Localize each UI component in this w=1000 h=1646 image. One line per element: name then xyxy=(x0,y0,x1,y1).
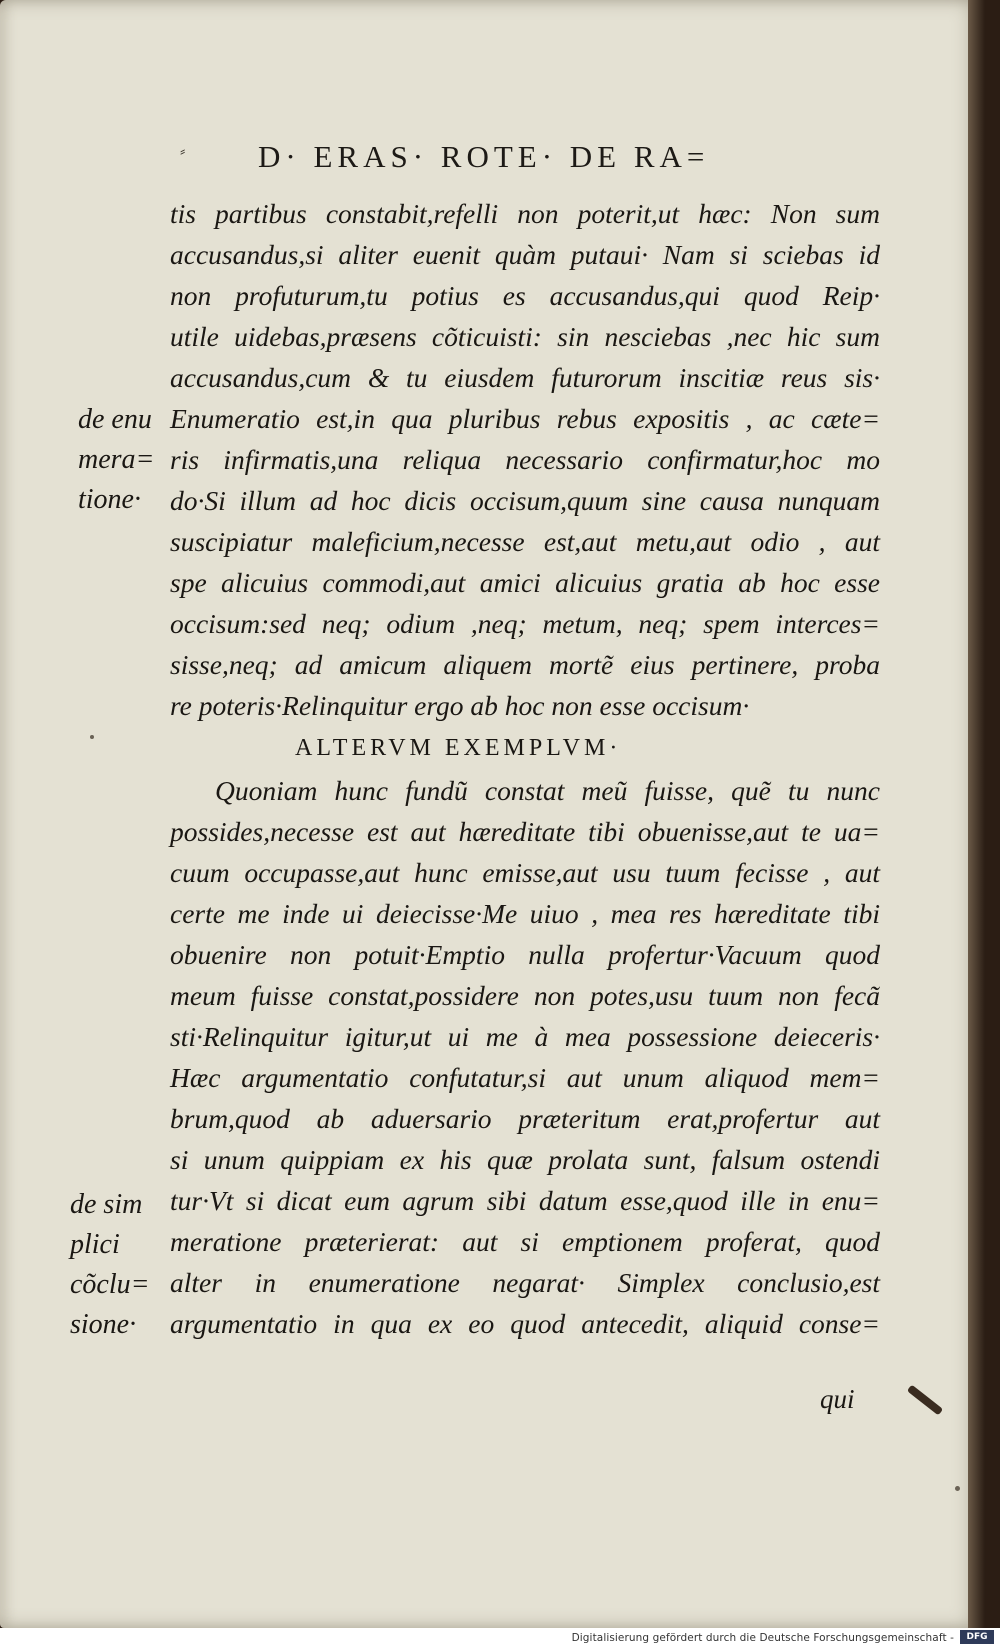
paper-speck xyxy=(955,1486,960,1491)
footer-credit: Digitalisierung gefördert durch die Deutsche Forschungsgemeinschaft - xyxy=(571,1632,954,1644)
text-line: occisum:sed neq; odium ,neq; metum, neq; spem interces= xyxy=(170,608,880,639)
text-line: sti·Relinquitur igitur,ut ui me à mea possessione deieceris· xyxy=(170,1021,880,1052)
text-line: do·Si illum ad hoc dicis occisum,quum sine causa nunquam xyxy=(170,485,880,516)
ink-stain xyxy=(907,1385,943,1416)
text-line: meratione præterierat: aut si emptionem proferat, quod xyxy=(170,1226,880,1257)
margin-note-line: tione· xyxy=(78,484,141,515)
text-line: spe alicuius commodi,aut amici alicuius gratia ab hoc esse xyxy=(170,567,880,598)
text-line: accusandus,si aliter euenit quàm putaui· Nam si sciebas id xyxy=(170,239,880,270)
text-line: possides,necesse est aut hæreditate tibi obuenisse,aut te ua= xyxy=(170,816,880,847)
dfg-logo-icon: DFG xyxy=(960,1630,994,1644)
text-line: obuenire non potuit·Emptio nulla profertur·Vacuum quod xyxy=(170,939,880,970)
running-head: D· ERAS· ROTE· DE RA= xyxy=(258,139,710,174)
margin-note-line: plici xyxy=(70,1229,120,1260)
head-mark: ⸗ xyxy=(180,143,186,160)
text-line: accusandus,cum & tu eiusdem futurorum inscitiæ reus sis· xyxy=(170,362,880,393)
text-line: tis partibus constabit,refelli non poterit,ut hæc: Non sum xyxy=(170,198,880,229)
margin-note-simplici xyxy=(70,1185,150,1345)
catchword: qui xyxy=(820,1384,855,1414)
text-line: ris infirmatis,una reliqua necessario confirmatur,hoc mo xyxy=(170,444,880,475)
text-line: argumentatio in qua ex eo quod antecedit, aliquid conse= xyxy=(170,1308,880,1339)
text-line: alter in enumeratione negarat· Simplex conclusio,est xyxy=(170,1267,880,1298)
text-line: Hæc argumentatio confutatur,si aut unum aliquod mem= xyxy=(170,1062,880,1093)
margin-note-enumeratione xyxy=(78,400,154,520)
text-line: brum,quod ab aduersario præteritum erat,profertur aut xyxy=(170,1103,880,1134)
text-line: Quoniam hunc fundũ constat meũ fuisse, quẽ tu nunc xyxy=(215,775,880,806)
text-line: meum fuisse constat,possidere non potes,usu tuum non fecã xyxy=(170,980,880,1011)
paper-speck xyxy=(90,735,94,739)
footer-bar xyxy=(0,1628,1000,1646)
text-line: tur·Vt si dicat eum agrum sibi datum esse,quod ille in enu= xyxy=(170,1185,880,1216)
text-line: re poteris·Relinquitur ergo ab hoc non esse occisum· xyxy=(170,690,750,721)
margin-note-line: de enu xyxy=(78,404,152,435)
text-line: cuum occupasse,aut hunc emisse,aut usu tuum fecisse , aut xyxy=(170,857,880,888)
text-line: certe me inde ui deiecisse·Me uiuo , mea res hæreditate tibi xyxy=(170,898,880,929)
margin-note-line: mera= xyxy=(78,444,155,475)
text-line: sisse,neq; ad amicum aliquem mortẽ eius pertinere, proba xyxy=(170,649,880,680)
text-line: Enumeratio est,in qua pluribus rebus expositis , ac cæte= xyxy=(170,403,880,434)
text-line: utile uidebas,præsens cõticuisti: sin nesciebas ,nec hic sum xyxy=(170,321,880,352)
page-edge-shadow xyxy=(968,0,985,1628)
margin-note-line: de sim xyxy=(70,1189,143,1220)
margin-note-line: sione· xyxy=(70,1309,137,1340)
text-line: suscipiatur maleficium,necesse est,aut metu,aut odio , aut xyxy=(170,526,880,557)
margin-note-line: cõclu= xyxy=(70,1269,150,1300)
section-heading: ALTERVM EXEMPLVM· xyxy=(295,735,622,761)
text-line: si unum quippiam ex his quæ prolata sunt, falsum ostendi xyxy=(170,1144,880,1175)
text-line: non profuturum,tu potius es accusandus,qui quod Reip· xyxy=(170,280,880,311)
